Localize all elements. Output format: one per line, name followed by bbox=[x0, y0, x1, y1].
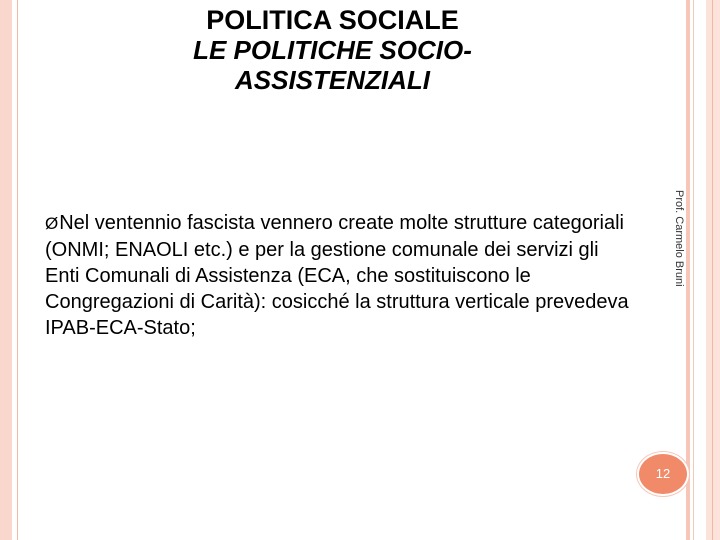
slide-title bbox=[100, 5, 565, 95]
title-line-1: POLITICA SOCIALE bbox=[206, 5, 459, 35]
frame-right-outer bbox=[706, 0, 720, 540]
page-number-badge: 12 bbox=[637, 452, 689, 496]
frame-left-line bbox=[17, 0, 18, 540]
frame-right-edge bbox=[712, 0, 713, 540]
frame-left-band bbox=[0, 0, 12, 540]
bullet-text: Nel ventennio fascista vennero create molte strutture categoriali (ONMI; ENAOLI etc.) e per la gestione comunale dei servizi gli Enti Comunali di Assistenza (ECA, che sostituiscono le Congregazioni di Carità): cosicché la struttura verticale prevedeva IPAB-ECA-Stato; bbox=[45, 212, 629, 339]
author-label: Prof. Carmelo Bruni bbox=[673, 190, 685, 287]
bullet-arrow-icon: Ø bbox=[45, 214, 59, 233]
frame-right-line bbox=[693, 0, 694, 540]
bullet-item bbox=[45, 210, 630, 341]
title-line-2: LE POLITICHE SOCIO-ASSISTENZIALI bbox=[193, 35, 472, 95]
frame-right-band bbox=[686, 0, 690, 540]
